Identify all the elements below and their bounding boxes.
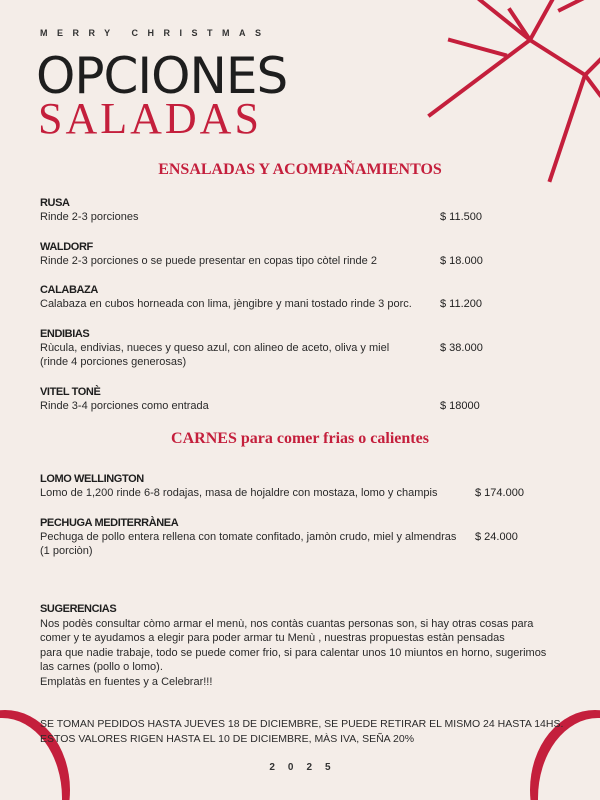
- item-description: Rinde 3-4 porciones como entrada: [40, 400, 209, 412]
- item-name: LOMO WELLINGTON: [40, 473, 144, 485]
- suggestions-line: comer y te ayudamos a elegir para poder armar tu Menù , nuestras propuestas estàn pensadas: [40, 632, 505, 644]
- menu-item-vitel-tone: [40, 385, 560, 413]
- item-price: $ 18.000: [440, 255, 483, 267]
- item-name: PECHUGA MEDITERRÀNEA: [40, 517, 179, 529]
- page-title-line2: SALADAS: [38, 94, 262, 143]
- footer-year: 2025: [269, 762, 344, 773]
- page-title-line1: OPCIONES: [36, 47, 288, 105]
- order-note: SE TOMAN PEDIDOS HASTA JUEVES 18 DE DICIEMBRE, SE PUEDE RETIRAR EL MISMO 24 HASTA 14HS.: [40, 718, 564, 730]
- menu-item-pechuga: [40, 516, 560, 558]
- item-name: CALABAZA: [40, 284, 98, 296]
- item-price: $ 24.000: [475, 531, 518, 543]
- suggestions-block: [40, 602, 570, 689]
- section-heading-carnes: CARNES para comer frias o calientes: [171, 430, 429, 447]
- item-description: Rùcula, endivias, nueces y queso azul, con alineo de aceto, oliva y miel: [40, 342, 390, 354]
- item-price: $ 38.000: [440, 342, 483, 354]
- menu-item-calabaza: [40, 283, 560, 311]
- suggestions-line: para que nadie trabaje, todo se puede comer frio, si para calentar unos 10 miuntos en horno, sugerimos: [40, 646, 547, 659]
- item-name: VITEL TONÈ: [40, 386, 101, 398]
- item-name: RUSA: [40, 197, 70, 209]
- eyebrow-text: MERRY CHRISTMAS: [40, 28, 271, 38]
- item-description: Lomo de 1,200 rinde 6-8 rodajas, masa de hojaldre con mostaza, lomo y champis: [40, 487, 438, 499]
- item-price: $ 18000: [440, 400, 480, 412]
- item-description: Rinde 2-3 porciones: [40, 211, 139, 223]
- item-price: $ 11.200: [440, 298, 483, 310]
- item-description: Pechuga de pollo entera rellena con tomate confitado, jamòn crudo, miel y almendras: [40, 531, 457, 543]
- menu-item-lomo-wellington: [40, 472, 560, 500]
- menu-item-waldorf: [40, 240, 560, 268]
- order-note: ESTOS VALORES RIGEN HASTA EL 10 DE DICIEMBRE, MÀS IVA, SEÑA 20%: [40, 733, 415, 745]
- section-heading-ensaladas: ENSALADAS Y ACOMPAÑAMIENTOS: [158, 161, 442, 178]
- suggestions-line: Nos podès consultar còmo armar el menù, nos contàs cuantas personas son, si hay otras cosas para: [40, 617, 534, 630]
- item-price: $ 174.000: [475, 487, 524, 499]
- suggestions-line: Emplatàs en fuentes y a Celebrar!!!: [40, 675, 213, 688]
- menu-item-rusa: [40, 196, 560, 224]
- item-name: WALDORF: [40, 241, 93, 253]
- item-description: Rinde 2-3 porciones o se puede presentar en copas tipo còtel rinde 2: [40, 255, 377, 267]
- item-price: $ 11.500: [440, 211, 483, 223]
- item-description-extra: (rinde 4 porciones generosas): [40, 356, 187, 368]
- item-description-extra: (1 porciòn): [40, 545, 93, 557]
- menu-item-endibias: [40, 327, 560, 369]
- item-name: ENDIBIAS: [40, 328, 90, 340]
- item-description: Calabaza en cubos horneada con lima, jèngibre y mani tostado rinde 3 porc.: [40, 298, 412, 310]
- suggestions-title: SUGERENCIAS: [40, 603, 117, 615]
- order-notes: [40, 717, 580, 747]
- suggestions-line: las carnes (pollo o lomo).: [40, 661, 163, 673]
